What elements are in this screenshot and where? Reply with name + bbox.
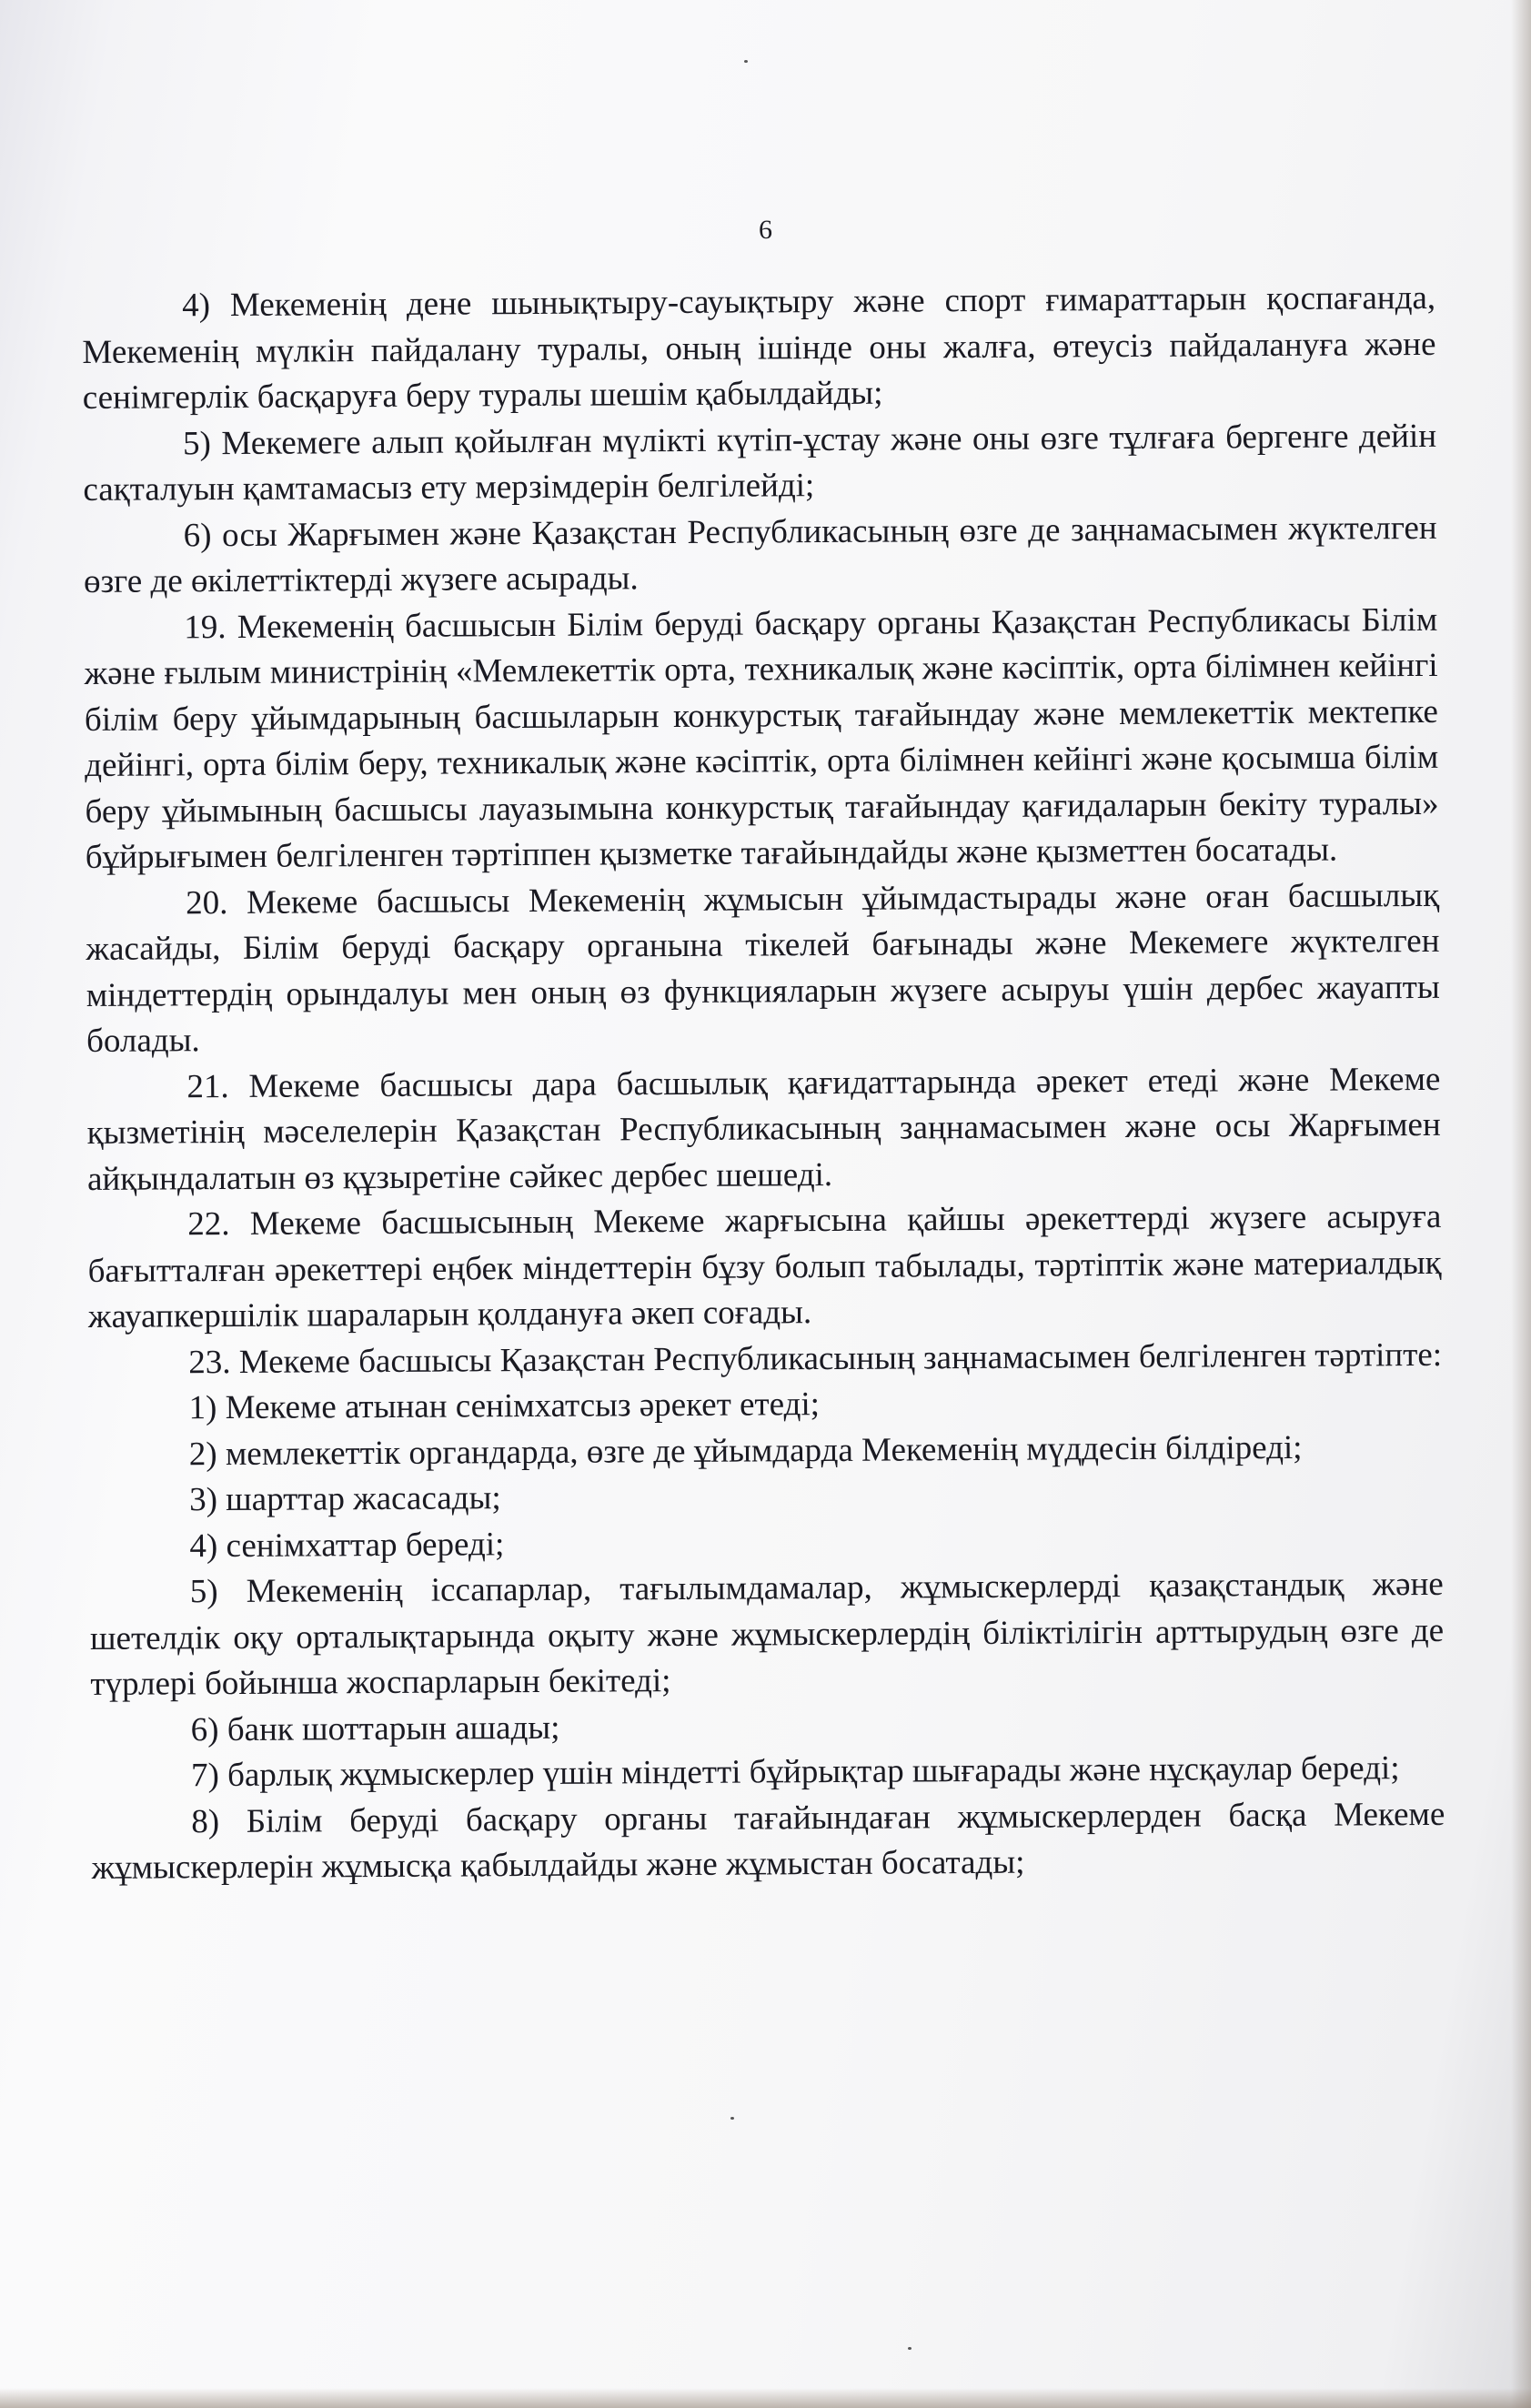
page-edge-shadow-bottom	[0, 2388, 1531, 2408]
list-item-1: 1) Мекеме атынан сенімхатсыз әрекет етеді;	[188, 1385, 821, 1427]
paragraph-item-5-seized-property: 5) Мекемеге алып қойылған мүлікті күтіп-ұстау және оны өзге тұлғаға бергенге дейін сақталуын қамтамасыз ету мерзімдерін белгілейді;	[83, 417, 1437, 509]
list-item-5: 5) Мекеменің іссапарлар, тағылымдамалар, жұмыскерлерді қазақстандық және шетелдік оқу орталықтарында оқыту және жұмыскерлердің біліктілігін арттырудың өзге де түрлері бойынша жоспарларын бекітеді;	[89, 1565, 1445, 1703]
paper-speck	[908, 2347, 912, 2350]
paper-speck	[744, 60, 748, 63]
paragraph-20-head-responsibility: 20. Мекеме басшысы Мекеменің жұмысын ұйымдастырады және оған басшылық жасайды, Білім беруді басқару органына тікелей бағынады және Мекемеге жүктелген міндеттердің орындалуы мен оның өз функцияларын жүзеге асыруы үшін дербес жауапты болады.	[86, 876, 1440, 1060]
page-edge-shadow-right	[1511, 0, 1531, 2408]
paragraph-item-4-property-use: 4) Мекеменің дене шынықтыру-сауықтыру және спорт ғимараттарын қоспағанда, Мекеменің мүлкін пайдалану туралы, оның ішінде оны жалға, өтеусіз пайдалануға және сенімгерлік басқаруға беру туралы шешім қабылдайды;	[82, 278, 1436, 417]
list-item-7: 7) барлық жұмыскерлер үшін міндетті бұйрықтар шығарады және нұсқаулар береді;	[190, 1749, 1400, 1795]
paragraph-19-head-appointment: 19. Мекеменің басшысын Білім беруді басқару органы Қазақстан Республикасы Білім және ғылым министрінің «Мемлекеттік орта, техникалық және кәсіптік, орта білімнен кейінгі білім беру ұйымдарының басшыларын конкурстық тағайындау және мемлекеттік мектепке дейінгі, орта білім беру, техникалық және кәсіптік, орта білімнен кейінгі және қосымша білім беру ұйымының басшысы лауазымына конкурстық тағайындау қағидаларын бекіту туралы» бұйрығымен белгіленген тәртіппен қызметке тағайындайды және қызметтен босатады.	[84, 600, 1439, 876]
list-item-6: 6) банк шоттарын ашады;	[190, 1708, 560, 1748]
page-number: 6	[759, 215, 772, 245]
paragraph-23-head-powers: 23. Мекеме басшысы Қазақстан Республикасының заңнамасымен белгіленген тәртіпте:	[188, 1335, 1443, 1381]
list-item-4: 4) сенімхаттар береді;	[189, 1525, 505, 1565]
paragraph-22-violations: 22. Мекеме басшысының Мекеме жарғысына қайшы әрекеттерді жүзеге асыруға бағытталған әрекеттері еңбек міндеттерін бұзу болып табылады, тәртіптік және материалдық жауапкершілік шараларын қолдануға әкеп соғады.	[87, 1197, 1442, 1335]
list-item-8: 8) Білім беруді басқару органы тағайындаған жұмыскерлерден басқа Мекеме жұмыскерлерін жұмысқа қабылдайды және жұмыстан босатады;	[91, 1795, 1445, 1887]
document-body	[82, 276, 1445, 1892]
list-item-2: 2) мемлекеттік органдарда, өзге де ұйымдарда Мекеменің мүддесін білдіреді;	[188, 1428, 1303, 1473]
list-item-3: 3) шарттар жасасады;	[189, 1479, 501, 1519]
paragraph-item-6-other-powers: 6) осы Жарғымен және Қазақстан Республикасының өзге де заңнамасымен жүктелген өзге де өкілеттіктерді жүзеге асырады.	[83, 509, 1437, 600]
paragraph-21-sole-management: 21. Мекеме басшысы дара басшылық қағидаттарында әрекет етеді және Мекеме қызметінің мәселелерін Қазақстан Республикасының заңнамасымен және осы Жарғымен айқындалатын өз құзыретіне сәйкес дербес шешеді.	[86, 1060, 1441, 1198]
paper-speck	[730, 2117, 734, 2120]
